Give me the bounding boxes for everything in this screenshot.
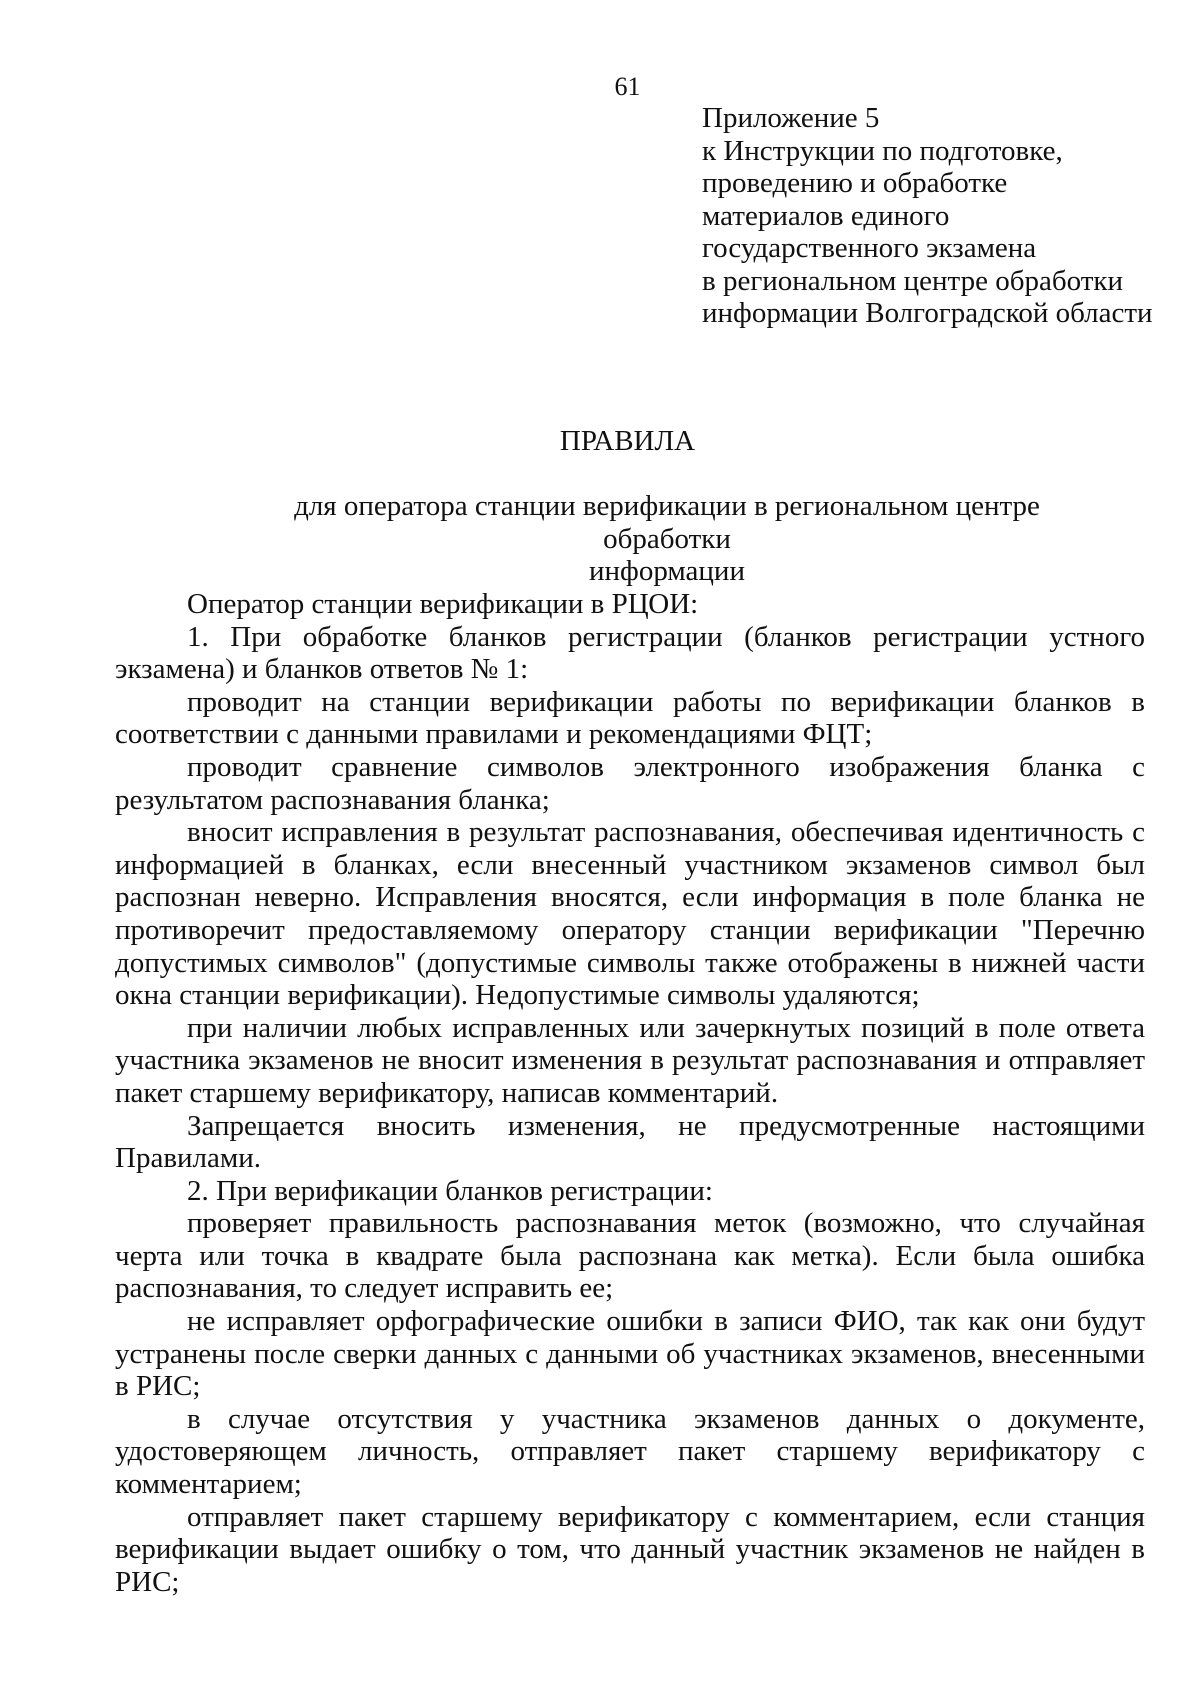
body-paragraph: отправляет пакет старшему верификатору с комментарием, если станция верификации выдает ошибку о том, что данный участник экзаменов не найден в РИС;	[115, 1500, 1145, 1598]
annex-line: проведению и обработке	[702, 167, 1008, 199]
document-title: ПРАВИЛА	[559, 425, 696, 457]
document-body	[115, 588, 1145, 1598]
body-paragraph: Запрещается вносить изменения, не предусмотренные настоящими Правилами.	[115, 1109, 1145, 1175]
body-paragraph: проверяет правильность распознавания меток (возможно, что случайная черта или точка в квадрате была распознана как метка). Если была ошибка распознавания, то следует исправить ее;	[115, 1207, 1145, 1305]
page-number: 61	[614, 72, 641, 101]
annex-line: к Инструкции по подготовке,	[702, 134, 1063, 167]
body-paragraph: 2. При верификации бланков регистрации:	[187, 1174, 713, 1207]
subtitle-line: информации	[589, 555, 745, 587]
body-paragraph: не исправляет орфографические ошибки в записи ФИО, так как они будут устранены после сверки данных с данными об участниках экзаменов, внесенными в РИС;	[115, 1305, 1145, 1403]
body-paragraph: Оператор станции верификации в РЦОИ:	[187, 588, 699, 620]
body-paragraph: проводит сравнение символов электронного изображения бланка с результатом распознавания бланка;	[115, 750, 1145, 816]
body-paragraph: при наличии любых исправленных или зачеркнутых позиций в поле ответа участника экзаменов не вносит изменения в результат распознавания и отправляет пакет старшему верификатору, написав комментарий.	[115, 1011, 1145, 1109]
body-paragraph: в случае отсутствия у участника экзаменов данных о документе, удостоверяющем личность, отправляет пакет старшему верификатору с комментарием;	[115, 1402, 1145, 1501]
annex-header	[702, 102, 1153, 330]
annex-line: государственного экзамена	[702, 232, 1037, 264]
annex-line: материалов единого	[702, 199, 950, 232]
annex-line: Приложение 5	[702, 102, 880, 134]
body-paragraph: 1. При обработке бланков регистрации (бланков регистрации устного экзамена) и бланков ответов № 1:	[115, 620, 1145, 686]
body-paragraph: вносит исправления в результат распознавания, обеспечивая идентичность с информацией в бланках, если внесенный участником экзаменов символ был распознан неверно. Исправления вносятся, если информация в поле бланка не противоречит предоставляемому оператору станции верификации "Перечню допустимых символов" (допустимые символы также отображены в нижней части окна станции верификации). Недопустимые символы удаляются;	[115, 816, 1145, 1012]
annex-line: информации Волгоградской области	[702, 297, 1153, 329]
annex-line: в региональном центре обработки	[702, 264, 1123, 297]
document-subtitle	[232, 490, 1102, 588]
body-paragraph: проводит на станции верификации работы по верификации бланков в соответствии с данными правилами и рекомендациями ФЦТ;	[115, 685, 1145, 751]
subtitle-line: для оператора станции верификации в региональном центре обработки	[294, 490, 1040, 555]
